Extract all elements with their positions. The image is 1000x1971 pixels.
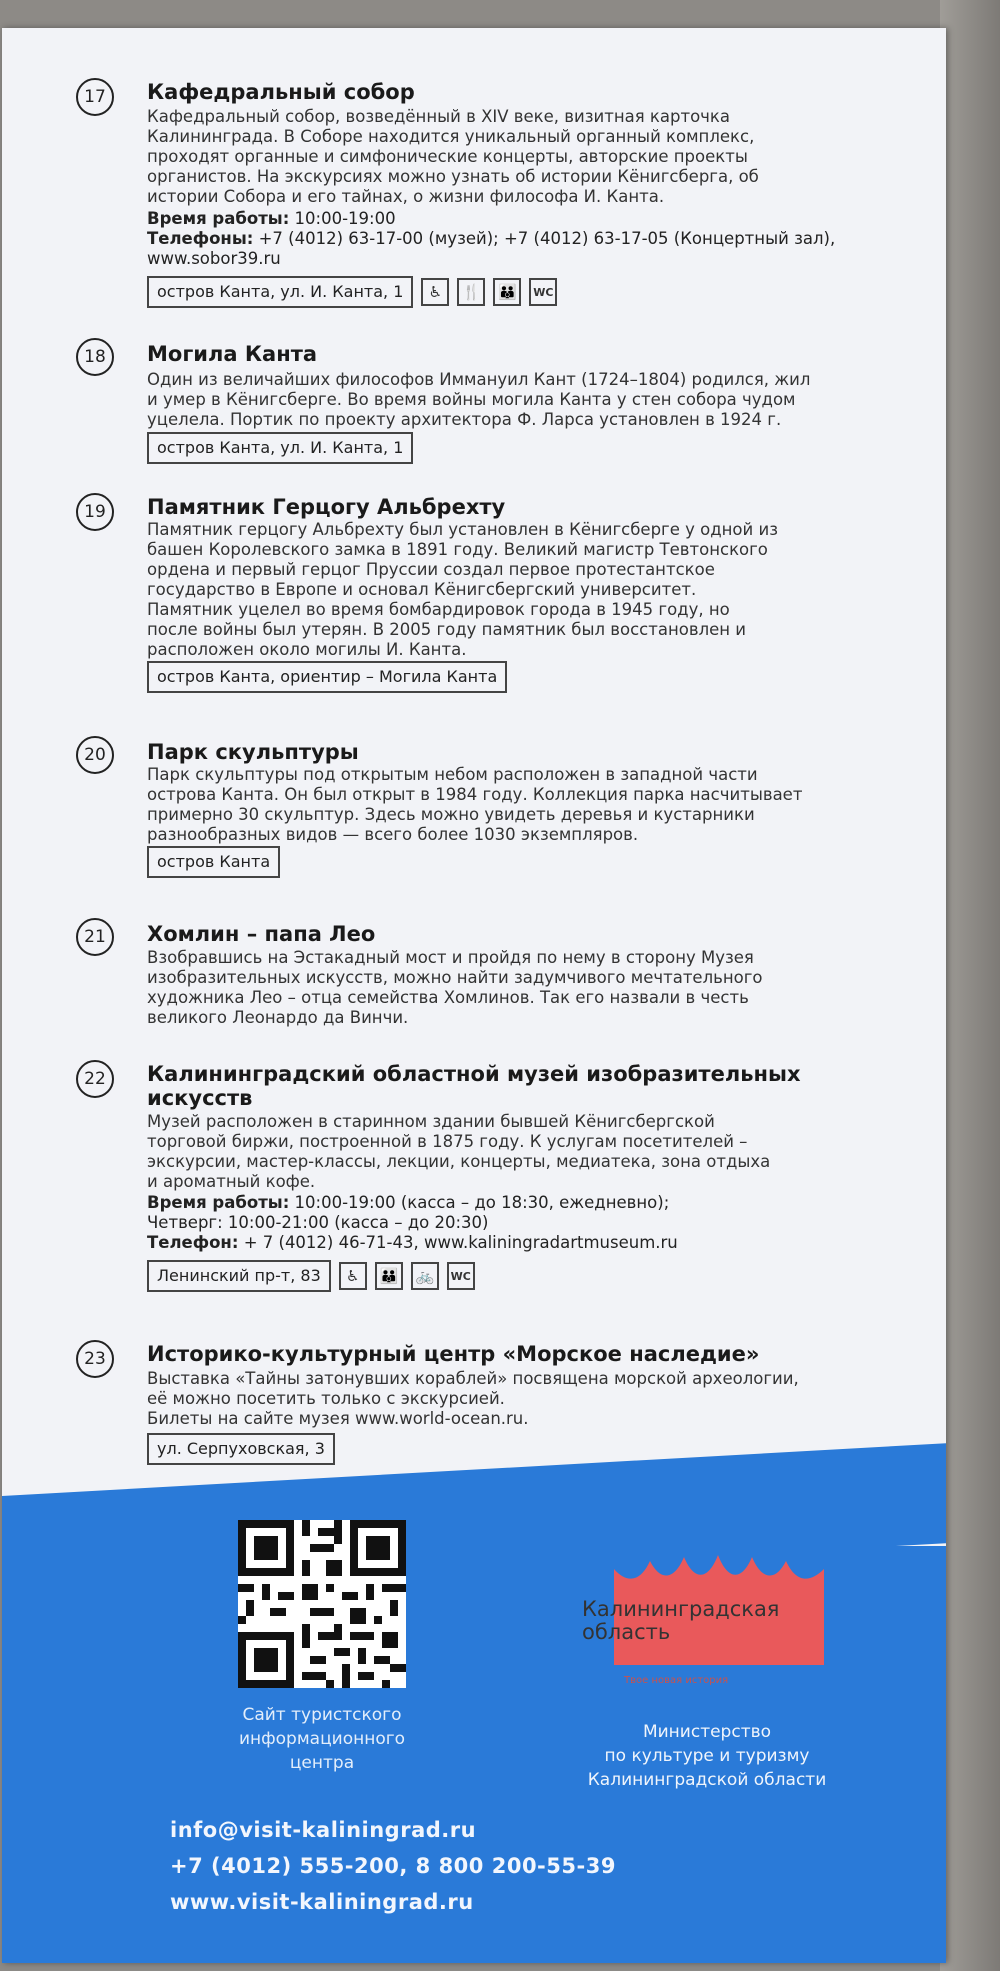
brochure-page xyxy=(2,28,946,1963)
phone-line xyxy=(147,1233,927,1253)
wheelchair-icon: ♿ xyxy=(339,1262,367,1290)
website-link[interactable]: www.sobor39.ru xyxy=(147,249,281,268)
qr-code[interactable] xyxy=(238,1520,406,1688)
contact-email[interactable]: info@visit-kaliningrad.ru xyxy=(170,1818,477,1842)
background-edge xyxy=(940,0,1000,1971)
address-box: остров Канта, ориентир – Могила Канта xyxy=(147,661,507,693)
hours-label: Время работы: xyxy=(147,1193,290,1212)
contacts-block xyxy=(170,1812,616,1920)
contact-website[interactable]: www.visit-kaliningrad.ru xyxy=(170,1890,474,1914)
logo-text: Калининградская область xyxy=(582,1597,780,1644)
qr-code-graphic xyxy=(238,1520,406,1688)
contact-phones: +7 (4012) 555-200, 8 800 200-55-39 xyxy=(170,1854,616,1878)
hours-line xyxy=(147,1193,927,1213)
cafe-icon: 🍴 xyxy=(457,278,485,306)
entry-title: Кафедральный собор xyxy=(147,80,415,104)
entry-description: Один из величайших философов Иммануил Кант (1724–1804) родился, жил и умер в Кёнигсберге. Во время войны могила Канта у стен собора чудом уцелела. Портик по проекту архитектора Ф. Ларса установлен в 1924 г. xyxy=(147,370,811,429)
entry-description: Взобравшись на Эстакадный мост и пройдя по нему в сторону Музея изобразительных искусств, можно найти задумчивого мечтательного художника Лео – отца семейства Хомлинов. Так его назвали в честь великого Леонардо да Винчи. xyxy=(147,948,763,1027)
address-row xyxy=(147,1260,475,1292)
family-icon: 👪 xyxy=(493,278,521,306)
phone-label: Телефон: xyxy=(147,1233,239,1252)
entry-title: Могила Канта xyxy=(147,342,318,366)
address-box: остров Канта, ул. И. Канта, 1 xyxy=(147,432,413,464)
ministry-caption: Министерство по культуре и туризму Калининградской области xyxy=(587,1722,827,1790)
entry-description: Музей расположен в старинном здании бывшей Кёнигсбергской торговой биржи, построенной в 1875 году. К услугам посетителей – экскурсии, мастер-классы, лекции, концерты, медиатека, зона отдыха и ароматный кофе. xyxy=(147,1112,771,1191)
entry-number: 22 xyxy=(76,1060,114,1098)
entry-description: Выставка «Тайны затонувших кораблей» посвящена морской археологии, её можно посетить только с экскурсией. Билеты на сайте музея www.world-ocean.ru. xyxy=(147,1369,799,1428)
entry-description: Кафедральный собор, возведённый в XIV веке, визитная карточка Калининграда. В Соборе находится уникальный органный комплекс, проходят органные и симфонические концерты, авторские проекты органистов. На экскурсиях можно узнать об истории Кёнигсберга, об истории Собора и его тайнах, о жизни философа И. Канта. xyxy=(147,107,759,206)
wc-icon: WC xyxy=(447,1262,475,1290)
entry-title: Хомлин – папа Лео xyxy=(147,922,376,946)
wc-icon: WC xyxy=(529,278,557,306)
address-box: Ленинский пр-т, 83 xyxy=(147,1260,331,1292)
address-box: остров Канта xyxy=(147,846,280,878)
wheelchair-icon: ♿ xyxy=(421,278,449,306)
hours-line xyxy=(147,209,927,229)
address-box: остров Канта, ул. И. Канта, 1 xyxy=(147,276,413,308)
address-box: ул. Серпуховская, 3 xyxy=(147,1433,335,1465)
entry-title: Парк скульптуры xyxy=(147,740,359,764)
logo-slogan: Твое новая история xyxy=(624,1675,729,1686)
entry-number: 17 xyxy=(76,78,114,116)
entry-number: 19 xyxy=(76,493,114,531)
bicycle-icon: 🚲 xyxy=(411,1262,439,1290)
entry-title: Калининградский областной музей изобразительных искусств xyxy=(147,1062,801,1110)
address-row xyxy=(147,661,507,693)
entry-description: Парк скульптуры под открытым небом расположен в западной части острова Канта. Он был открыт в 1984 году. Коллекция парка насчитывает примерно 30 скульптур. Здесь можно увидеть деревья и кустарники разнообразных видов — всего более 1030 экземпляров. xyxy=(147,765,803,844)
family-icon: 👪 xyxy=(375,1262,403,1290)
hours-value: 10:00-19:00 xyxy=(294,209,396,228)
entry-number: 23 xyxy=(76,1340,114,1378)
entry-number: 20 xyxy=(76,736,114,774)
address-row xyxy=(147,846,280,878)
entry-description: Памятник герцогу Альбрехту был установлен в Кёнигсберге у одной из башен Королевского замка в 1891 году. Великий магистр Тевтонского ордена и первый герцог Пруссии создал первое протестантское государство в Европе и основал Кёнигсбергский университет. Памятник уцелел во время бомбардировок города в 1945 году, но после войны был утерян. В 2005 году памятник был восстановлен и расположен около могилы И. Канта. xyxy=(147,520,778,659)
entry-title: Историко-культурный центр «Морское наследие» xyxy=(147,1342,760,1366)
address-row xyxy=(147,432,413,464)
entry-number: 21 xyxy=(76,918,114,956)
hours-thursday: Четверг: 10:00-21:00 (касса – до 20:30) xyxy=(147,1213,489,1232)
phones-value: +7 (4012) 63-17-00 (музей); +7 (4012) 63-17-05 (Концертный зал), xyxy=(258,229,836,248)
phone-value: + 7 (4012) 46-71-43, www.kaliningradartmuseum.ru xyxy=(243,1233,678,1252)
phones-label: Телефоны: xyxy=(147,229,254,248)
hours-label: Время работы: xyxy=(147,209,290,228)
address-row xyxy=(147,1433,335,1465)
address-row xyxy=(147,276,557,308)
phones-line xyxy=(147,229,927,249)
entry-number: 18 xyxy=(76,338,114,376)
hours-value: 10:00-19:00 (касса – до 18:30, ежедневно); xyxy=(294,1193,670,1212)
entry-title: Памятник Герцогу Альбрехту xyxy=(147,495,506,519)
qr-caption: Сайт туристского информационного центра xyxy=(238,1705,406,1773)
